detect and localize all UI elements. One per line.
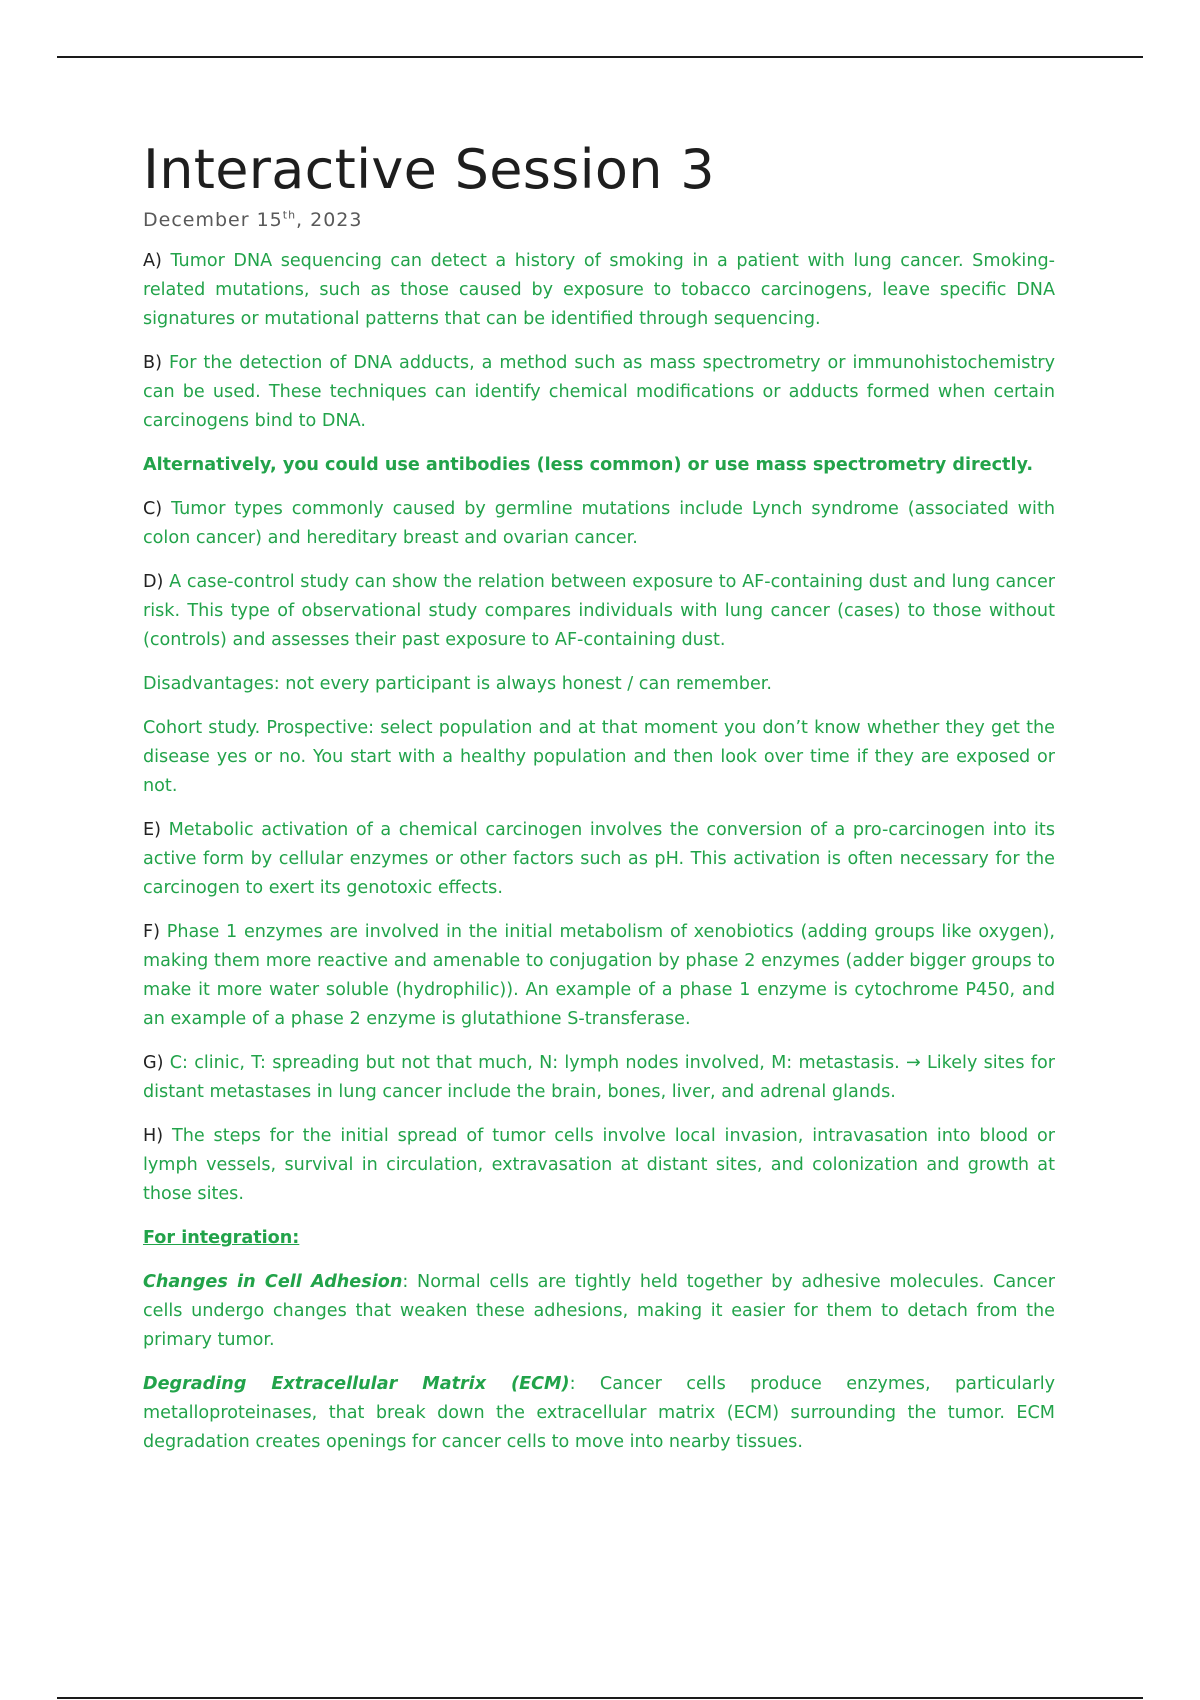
answer-g	[143, 1049, 1055, 1107]
integration-heading: For integration:	[143, 1228, 300, 1249]
answer-label: C)	[143, 499, 163, 520]
integration-cell-adhesion	[143, 1268, 1055, 1355]
answer-text: The steps for the initial spread of tumor cells involve local invasion, intravasation into blood or lymph vessels, survival in circulation, extravasation at distant sites, and colonization and growth at those sites.	[143, 1126, 1055, 1205]
answer-text: Cohort study. Prospective: select population and at that moment you don’t know whether they get the disease yes or no. You start with a healthy population and then look over time if they are exposed or not.	[143, 718, 1055, 797]
integration-term: Changes in Cell Adhesion	[143, 1272, 403, 1293]
top-rule	[57, 56, 1143, 58]
answer-d-cohort	[143, 714, 1055, 801]
answer-b-note	[143, 451, 1055, 480]
document-page	[143, 140, 1055, 1472]
answer-text: Metabolic activation of a chemical carcinogen involves the conversion of a pro-carcinogen into its active form by cellular enzymes or other factors such as pH. This activation is often necessary for the carcinogen to exert its genotoxic effects.	[143, 820, 1055, 899]
answer-label: B)	[143, 353, 162, 374]
date-prefix: December 15	[143, 209, 283, 232]
answer-label: A)	[143, 251, 162, 272]
answer-text: Alternatively, you could use antibodies (less common) or use mass spectrometry directly.	[143, 455, 1034, 476]
bottom-rule	[57, 1697, 1143, 1699]
answer-text: Phase 1 enzymes are involved in the initial metabolism of xenobiotics (adding groups like oxygen), making them more reactive and amenable to conjugation by phase 2 enzymes (adder bigger groups to make it more water soluble (hydrophilic)). An example of a phase 1 enzyme is cytochrome P450, and an example of a phase 2 enzyme is glutathione S-transferase.	[143, 922, 1055, 1030]
document-date	[143, 209, 1055, 231]
answer-label: D)	[143, 572, 164, 593]
integration-term: Degrading Extracellular Matrix (ECM)	[143, 1374, 570, 1395]
answer-d-disadvantages	[143, 670, 1055, 699]
integration-ecm	[143, 1370, 1055, 1457]
answer-f	[143, 918, 1055, 1034]
answer-text: Tumor DNA sequencing can detect a history of smoking in a patient with lung cancer. Smoking-related mutations, such as those caused by exposure to tobacco carcinogens, leave specific DNA signatures or mutational patterns that can be identified through sequencing.	[143, 251, 1055, 330]
answer-d	[143, 568, 1055, 655]
date-ordinal: th	[282, 209, 297, 223]
answer-label: F)	[143, 922, 160, 943]
answer-h	[143, 1122, 1055, 1209]
date-suffix: , 2023	[296, 209, 363, 232]
answer-b	[143, 349, 1055, 436]
answer-label: E)	[143, 820, 161, 841]
answer-text: Disadvantages: not every participant is always honest / can remember.	[143, 674, 772, 695]
answer-text: C: clinic, T: spreading but not that much, N: lymph nodes involved, M: metastasis. → Likely sites for distant metastases in lung cancer include the brain, bones, liver, and adrenal glands.	[143, 1053, 1055, 1103]
answer-text: Tumor types commonly caused by germline mutations include Lynch syndrome (associated with colon cancer) and hereditary breast and ovarian cancer.	[143, 499, 1055, 549]
integration-text: : Cancer cells produce enzymes, particularly metalloproteinases, that break down the extracellular matrix (ECM) surrounding the tumor. ECM degradation creates openings for cancer cells to move into nearby tissues.	[143, 1374, 1055, 1453]
document-title: Interactive Session 3	[143, 138, 715, 201]
answer-text: A case-control study can show the relation between exposure to AF-containing dust and lung cancer risk. This type of observational study compares individuals with lung cancer (cases) to those without (controls) and assesses their past exposure to AF-containing dust.	[143, 572, 1055, 651]
answer-label: G)	[143, 1053, 164, 1074]
answer-text: For the detection of DNA adducts, a method such as mass spectrometry or immunohistochemistry can be used. These techniques can identify chemical modifications or adducts formed when certain carcinogens bind to DNA.	[143, 353, 1055, 432]
answer-label: H)	[143, 1126, 164, 1147]
integration-text: : Normal cells are tightly held together by adhesive molecules. Cancer cells undergo changes that weaken these adhesions, making it easier for them to detach from the primary tumor.	[143, 1272, 1055, 1351]
answer-a	[143, 247, 1055, 334]
answer-c	[143, 495, 1055, 553]
answer-e	[143, 816, 1055, 903]
